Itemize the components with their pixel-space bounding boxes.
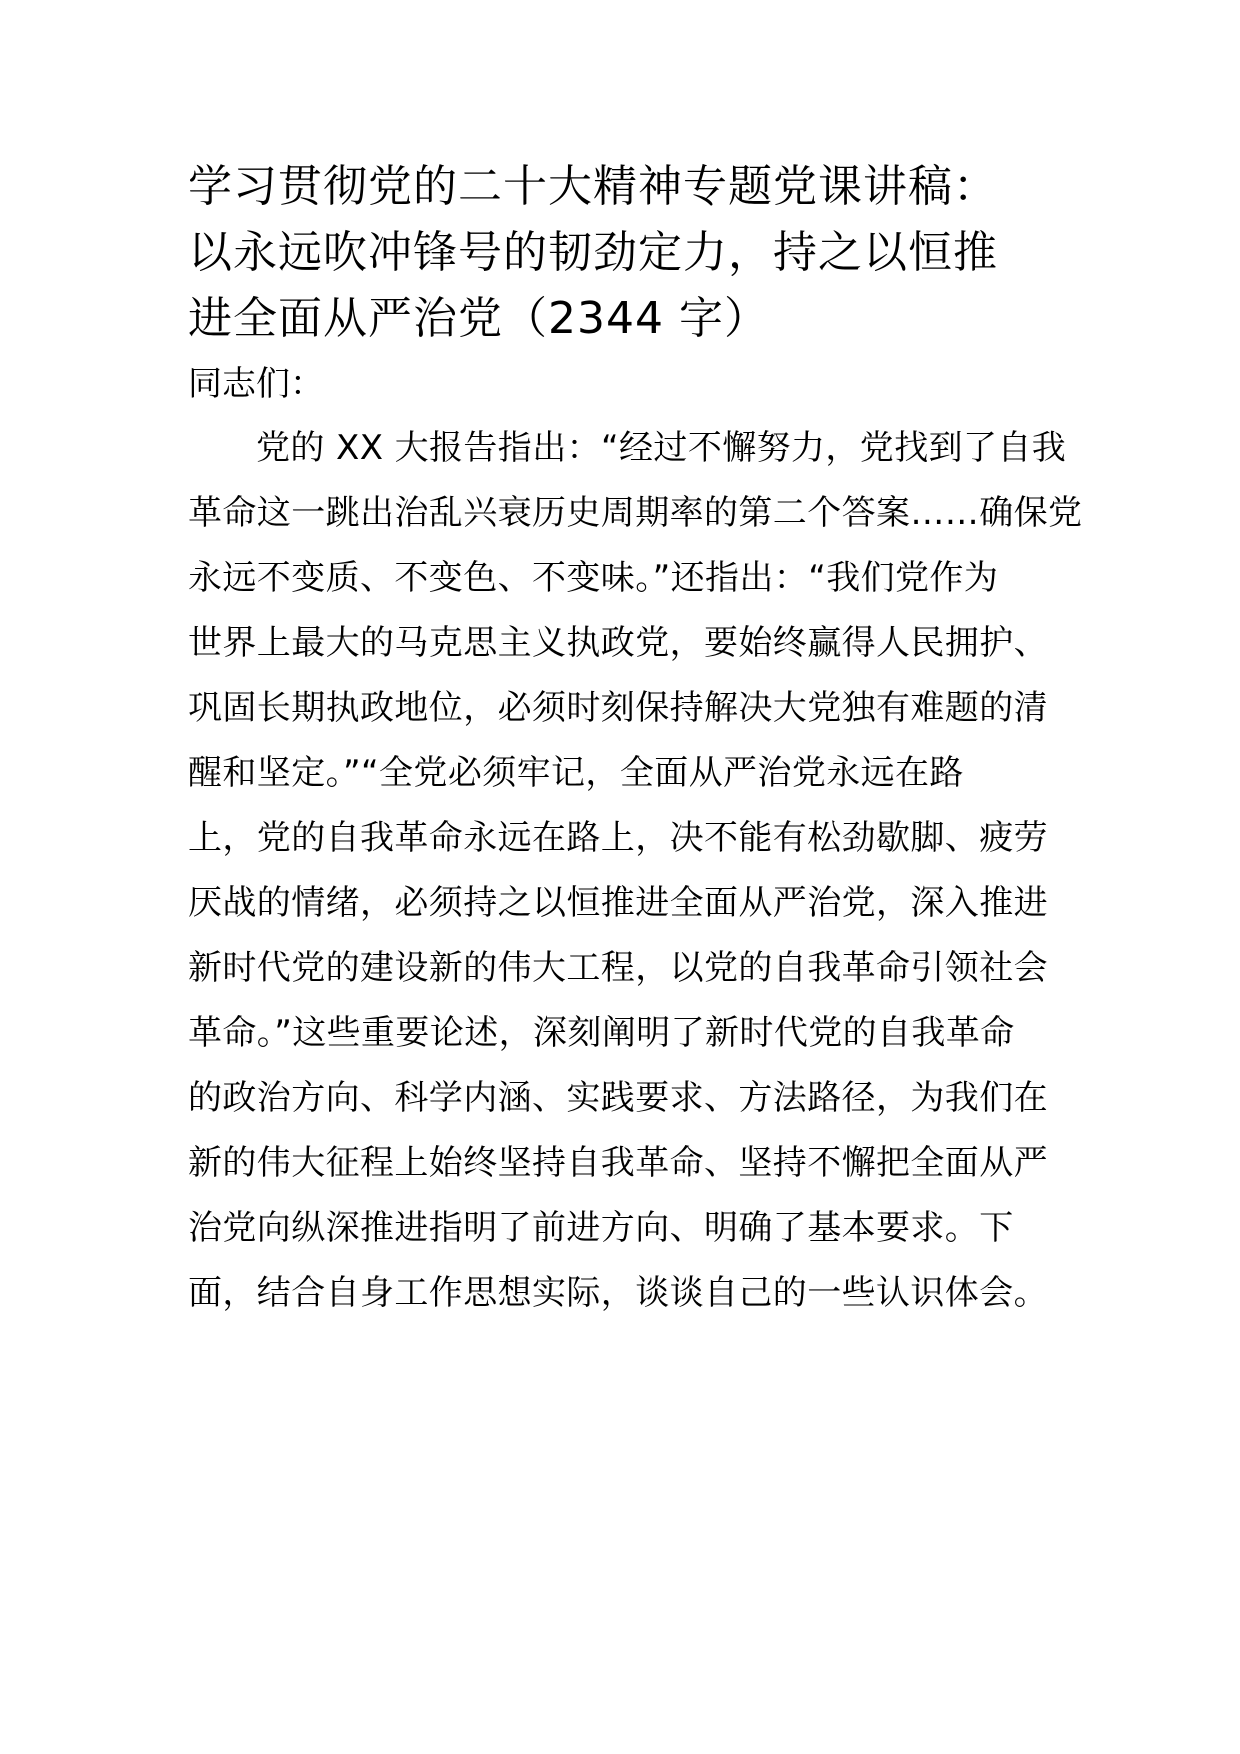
paragraph-line: 巩固长期执政地位，必须时刻保持解决大党独有难题的清 bbox=[188, 688, 1048, 728]
document-content bbox=[188, 154, 1083, 1326]
title-line: 以永远吹冲锋号的韧劲定力，持之以恒推 bbox=[188, 227, 998, 278]
paragraph-line: 党的 XX 大报告指出：“经过不懈努力，党找到了自我 bbox=[256, 428, 1067, 468]
paragraph-line: 新的伟大征程上始终坚持自我革命、坚持不懈把全面从严 bbox=[188, 1143, 1048, 1183]
paragraph-line: 革命这一跳出治乱兴衰历史周期率的第二个答案……确保党 bbox=[188, 493, 1083, 533]
paragraph-line: 醒和坚定。”“全党必须牢记，全面从严治党永远在路 bbox=[188, 753, 964, 793]
paragraph-line: 新时代党的建设新的伟大工程，以党的自我革命引领社会 bbox=[188, 948, 1048, 988]
paragraph-line: 面，结合自身工作思想实际，谈谈自己的一些认识体会。 bbox=[188, 1273, 1048, 1313]
salutation: 同志们： bbox=[188, 364, 324, 404]
paragraph-line: 的政治方向、科学内涵、实践要求、方法路径，为我们在 bbox=[188, 1078, 1048, 1118]
paragraph-line: 革命。”这些重要论述，深刻阐明了新时代党的自我革命 bbox=[188, 1013, 1015, 1053]
paragraph-line: 治党向纵深推进指明了前进方向、明确了基本要求。下 bbox=[188, 1208, 1014, 1248]
body-paragraph bbox=[188, 416, 1083, 1326]
paragraph-line: 永远不变质、不变色、不变味。”还指出：“我们党作为 bbox=[188, 558, 999, 598]
title-line: 学习贯彻党的二十大精神专题党课讲稿： bbox=[188, 161, 998, 212]
paragraph-line: 世界上最大的马克思主义执政党，要始终赢得人民拥护、 bbox=[188, 623, 1048, 663]
document-title bbox=[188, 154, 1054, 352]
paragraph-line: 厌战的情绪，必须持之以恒推进全面从严治党，深入推进 bbox=[188, 883, 1048, 923]
paragraph-line: 上，党的自我革命永远在路上，决不能有松劲歇脚、疲劳 bbox=[188, 818, 1048, 858]
title-line: 进全面从严治党（2344 字） bbox=[188, 293, 769, 344]
